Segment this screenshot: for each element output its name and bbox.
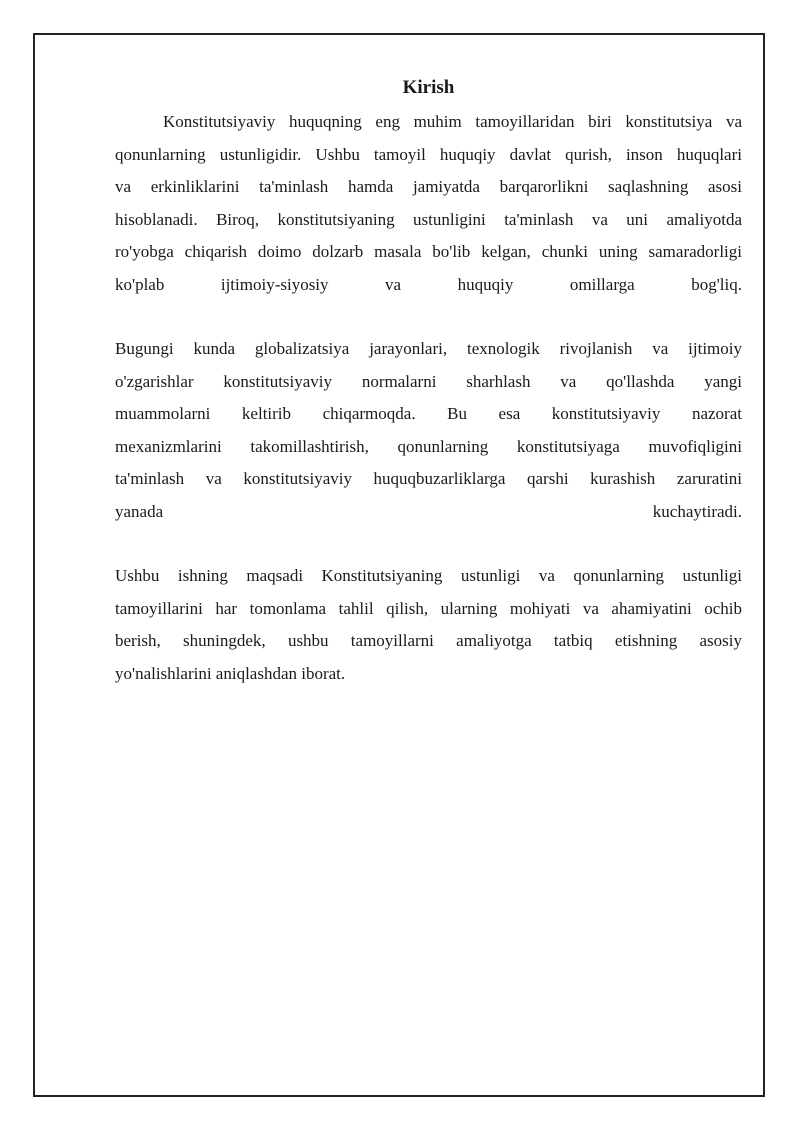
- text-line: o'zgarishlar konstitutsiyaviy normalarni sharhlash va qo'llashda yangi: [115, 371, 742, 391]
- text-line: yanada kuchaytiradi.: [115, 501, 742, 521]
- text-line: tamoyillarini har tomonlama tahlil qilish, ularning mohiyati va ahamiyatini ochib: [115, 598, 742, 618]
- text-line: Bugungi kunda globalizatsiya jarayonlari, texnologik rivojlanish va ijtimoiy: [115, 339, 742, 358]
- text-line: berish, shuningdek, ushbu tamoyillarni amaliyotga tatbiq etishning asosiy: [115, 631, 742, 650]
- text-line: va erkinliklarini ta'minlash hamda jamiyatda barqarorlikni saqlashning asosi: [115, 177, 742, 196]
- document-title: Kirish: [402, 77, 455, 98]
- text-line: ro'yobga chiqarish doimo dolzarb masala bo'lib kelgan, chunki uning samaradorligi: [115, 242, 742, 261]
- text-line: mexanizmlarini takomillashtirish, qonunlarning konstitutsiyaga muvofiqligini: [115, 436, 742, 456]
- text-line: ko'plab ijtimoiy-siyosiy va huquqiy omillarga bog'liq.: [115, 274, 742, 294]
- text-line: muammolarni keltirib chiqarmoqda. Bu esa konstitutsiyaviy nazorat: [115, 404, 742, 423]
- document-body: [115, 74, 742, 690]
- text-line: Konstitutsiyaviy huquqning eng muhim tamoyillaridan biri konstitutsiya va: [163, 112, 742, 131]
- paragraph-2: [115, 333, 742, 528]
- text-line: hisoblanadi. Biroq, konstitutsiyaning ustunligini ta'minlash va uni amaliyotda: [115, 209, 742, 229]
- paragraph-3: [115, 560, 742, 690]
- text-line: ta'minlash va konstitutsiyaviy huquqbuzarliklarga qarshi kurashish zaruratini: [115, 469, 742, 488]
- text-line: Ushbu ishning maqsadi Konstitutsiyaning ustunligi va qonunlarning ustunligi: [115, 566, 742, 585]
- text-line: yo'nalishlarini aniqlashdan iborat.: [115, 663, 346, 683]
- text-line: qonunlarning ustunligidir. Ushbu tamoyil huquqiy davlat qurish, inson huquqlari: [115, 144, 742, 164]
- paragraph-1: [115, 106, 742, 301]
